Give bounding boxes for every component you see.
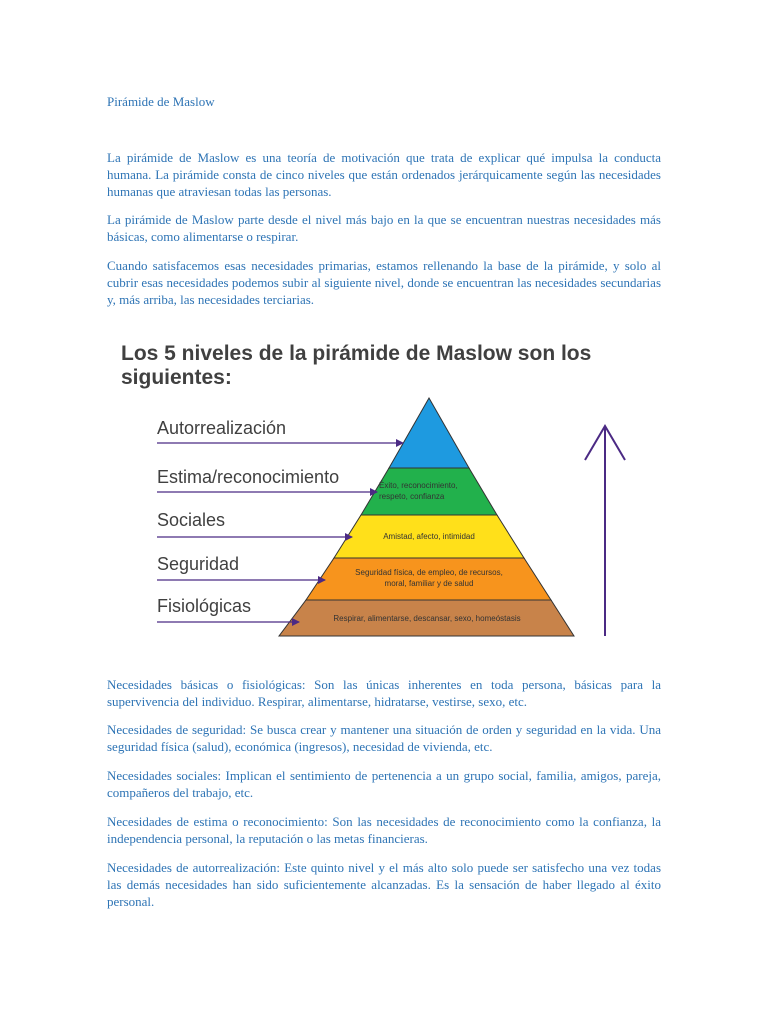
level-desc-esteem-line-1: Éxito, reconocimiento,: [379, 481, 458, 490]
detail-paragraph-safety: Necesidades de seguridad: Se busca crear y mantener una situación de orden y seguridad en la vida. Una seguridad física (salud), económica (ingresos), necesidad de vivienda, etc.: [107, 722, 661, 754]
level-desc-social: Amistad, afecto, intimidad: [383, 532, 475, 541]
level-desc-physiological: Respirar, alimentarse, descansar, sexo, homeóstasis: [333, 614, 521, 623]
document-title: Pirámide de Maslow: [107, 94, 215, 109]
intro-paragraph-2: La pirámide de Maslow parte desde el nivel más bajo en la que se encuentran nuestras necesidades más básicas, como alimentarse o respirar.: [107, 212, 661, 244]
level-desc-esteem-line-2: respeto, confianza: [379, 492, 445, 501]
maslow-infographic: [107, 330, 661, 650]
level-label-esteem: Estima/reconocimiento: [157, 467, 340, 487]
level-label-self-actualization: Autorrealización: [157, 418, 287, 438]
detail-paragraph-social: Necesidades sociales: Implican el sentimiento de pertenencia a un grupo social, familia, amigos, pareja, compañeros del trabajo, etc.: [107, 768, 661, 800]
intro-paragraph-3: Cuando satisfacemos esas necesidades primarias, estamos rellenando la base de la pirámide, y solo al cubrir esas necesidades podemos subir al siguiente nivel, donde se encuentran las necesidades secundarias y, más arriba, las necesidades terciarias.: [107, 258, 661, 307]
detail-paragraph-self-actualization: Necesidades de autorrealización: Este quinto nivel y el más alto solo puede ser satisfecho una vez todas las demás necesidades han sido suficientemente alcanzadas. Es la sensación de haber llegado al éxito personal.: [107, 860, 661, 909]
level-label-physiological: Fisiológicas: [157, 596, 252, 616]
intro-paragraph-1: La pirámide de Maslow es una teoría de motivación que trata de explicar qué impulsa la conducta humana. La pirámide consta de cinco niveles que están ordenados jerárquicamente según las necesidades humanas que atraviesan todas las personas.: [107, 150, 661, 199]
pyramid-level-self-actualization: [389, 398, 469, 468]
level-label-social: Sociales: [157, 510, 226, 530]
infographic-heading: Los 5 niveles de la pirámide de Maslow son los siguientes:: [121, 342, 592, 389]
level-desc-safety-line-1: Seguridad física, de empleo, de recursos,: [355, 568, 503, 577]
level-desc-safety-line-2: moral, familiar y de salud: [384, 579, 474, 588]
pyramid-graphic: [107, 330, 661, 650]
level-label-safety: Seguridad: [157, 554, 240, 574]
detail-paragraph-physiological: Necesidades básicas o fisiológicas: Son las únicas inherentes en toda persona, básicas para la supervivencia del individuo. Respirar, alimentarse, hidratarse, vestirse, sexo, etc.: [107, 677, 661, 709]
detail-paragraph-esteem: Necesidades de estima o reconocimiento: Son las necesidades de reconocimiento como la confianza, la independencia personal, la reputación o las metas financieras.: [107, 814, 661, 846]
